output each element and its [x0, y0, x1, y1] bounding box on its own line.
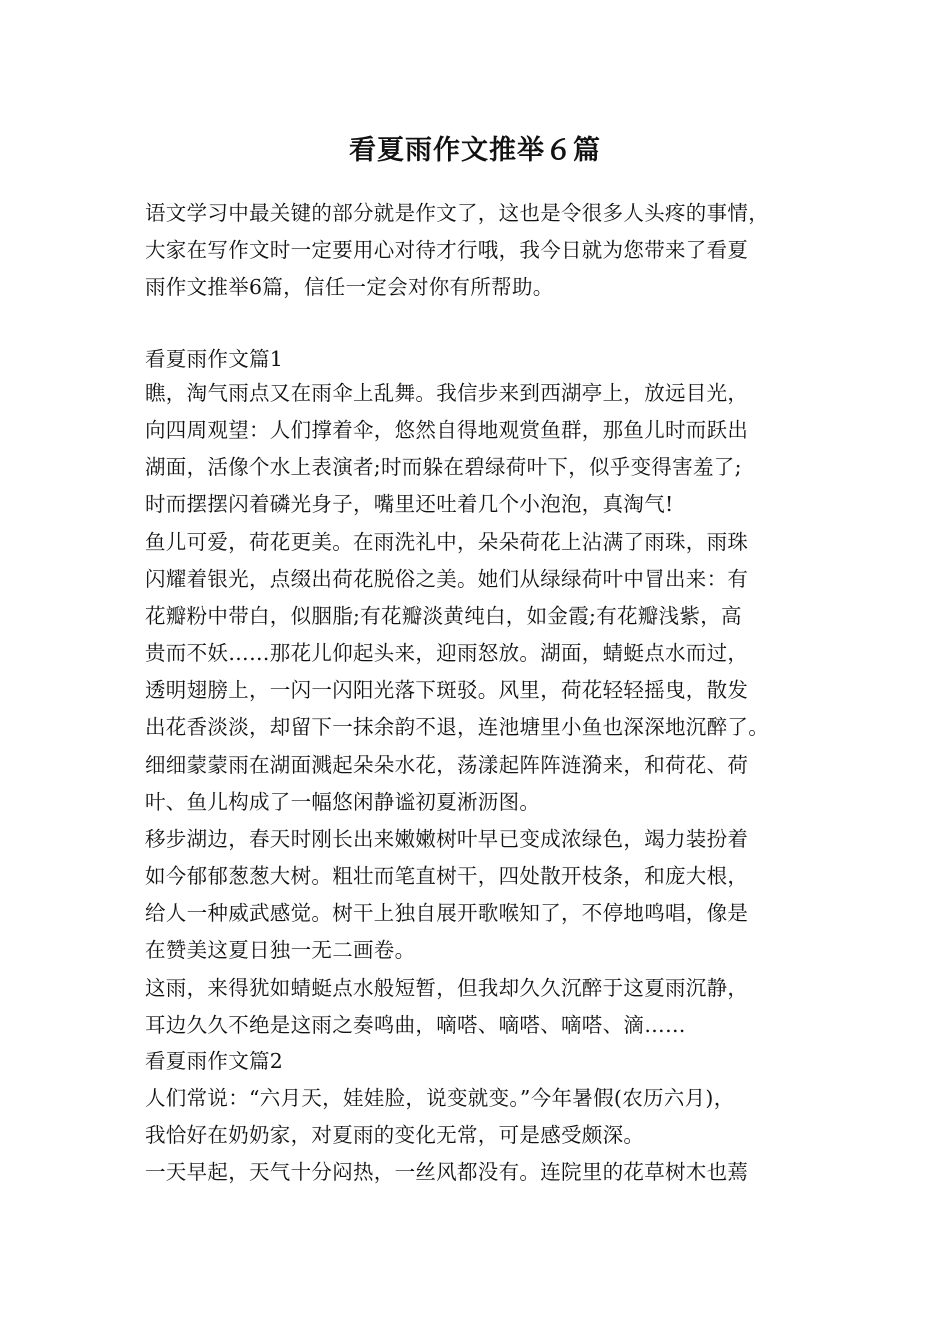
body-line: 花瓣粉中带白，似胭脂;有花瓣淡黄纯白，如金霞;有花瓣浅紫，高: [145, 604, 742, 628]
body-line: 给人一种威武感觉。树干上独自展开歌喉知了，不停地鸣唱，像是: [145, 901, 749, 925]
intro-line-3: 雨作文推举6篇，信任一定会对你有所帮助。: [145, 275, 554, 299]
body-line: 细细蒙蒙雨在湖面溅起朵朵水花，荡漾起阵阵涟漪来，和荷花、荷: [145, 753, 749, 777]
body-line: 湖面，活像个水上表演者;时而躲在碧绿荷叶下，似乎变得害羞了;: [145, 455, 742, 479]
body-line: 耳边久久不绝是这雨之奏鸣曲，嘀嗒、嘀嗒、嘀嗒、滴……: [145, 1013, 686, 1037]
body-line: 移步湖边，春天时刚长出来嫩嫩树叶早已变成浓绿色，竭力装扮着: [145, 827, 749, 851]
body-line: 如今郁郁葱葱大树。粗壮而笔直树干，四处散开枝条，和庞大根，: [145, 864, 749, 888]
body-line: 闪耀着银光，点缀出荷花脱俗之美。她们从绿绿荷叶中冒出来：有: [145, 567, 749, 591]
body-line: 贵而不妖……那花儿仰起头来，迎雨怒放。湖面，蜻蜓点水而过，: [145, 641, 749, 665]
section-heading-1: 看夏雨作文篇1: [145, 347, 284, 371]
body-line: 在赞美这夏日独一无二画卷。: [145, 938, 416, 962]
document-title: 看夏雨作文推举６篇: [349, 135, 601, 166]
body-line: 瞧，淘气雨点又在雨伞上乱舞。我信步来到西湖亭上，放远目光，: [145, 381, 749, 405]
body-line: 叶、鱼儿构成了一幅悠闲静谧初夏淅沥图。: [145, 790, 541, 814]
body-line: 时而摆摆闪着磷光身子，嘴里还吐着几个小泡泡，真淘气!: [145, 492, 674, 516]
body-line: 出花香淡淡，却留下一抹余韵不退，连池塘里小鱼也深深地沉醉了。: [145, 715, 769, 739]
body-line: 我恰好在奶奶家，对夏雨的变化无常，可是感受颇深。: [145, 1123, 645, 1147]
section-heading-2: 看夏雨作文篇2: [145, 1049, 284, 1073]
intro-line-2: 大家在写作文时一定要用心对待才行哦，我今日就为您带来了看夏: [145, 238, 749, 262]
body-line: 这雨，来得犹如蜻蜓点水般短暂，但我却久久沉醉于这夏雨沉静，: [145, 976, 749, 1000]
body-line: 向四周观望：人们撑着伞，悠然自得地观赏鱼群，那鱼儿时而跃出: [145, 418, 749, 442]
body-line: 透明翅膀上，一闪一闪阳光落下斑驳。风里，荷花轻轻摇曳，散发: [145, 678, 749, 702]
intro-line-1: 语文学习中最关键的部分就是作文了，这也是令很多人头疼的事情，: [145, 201, 769, 225]
body-line: 人们常说：“六月天，娃娃脸，说变就变。”今年暑假(农历六月)，: [145, 1086, 735, 1110]
body-line: 鱼儿可爱，荷花更美。在雨洗礼中，朵朵荷花上沾满了雨珠，雨珠: [145, 530, 749, 554]
body-line: 一天早起，天气十分闷热，一丝风都没有。连院里的花草树木也蔫: [145, 1160, 749, 1184]
